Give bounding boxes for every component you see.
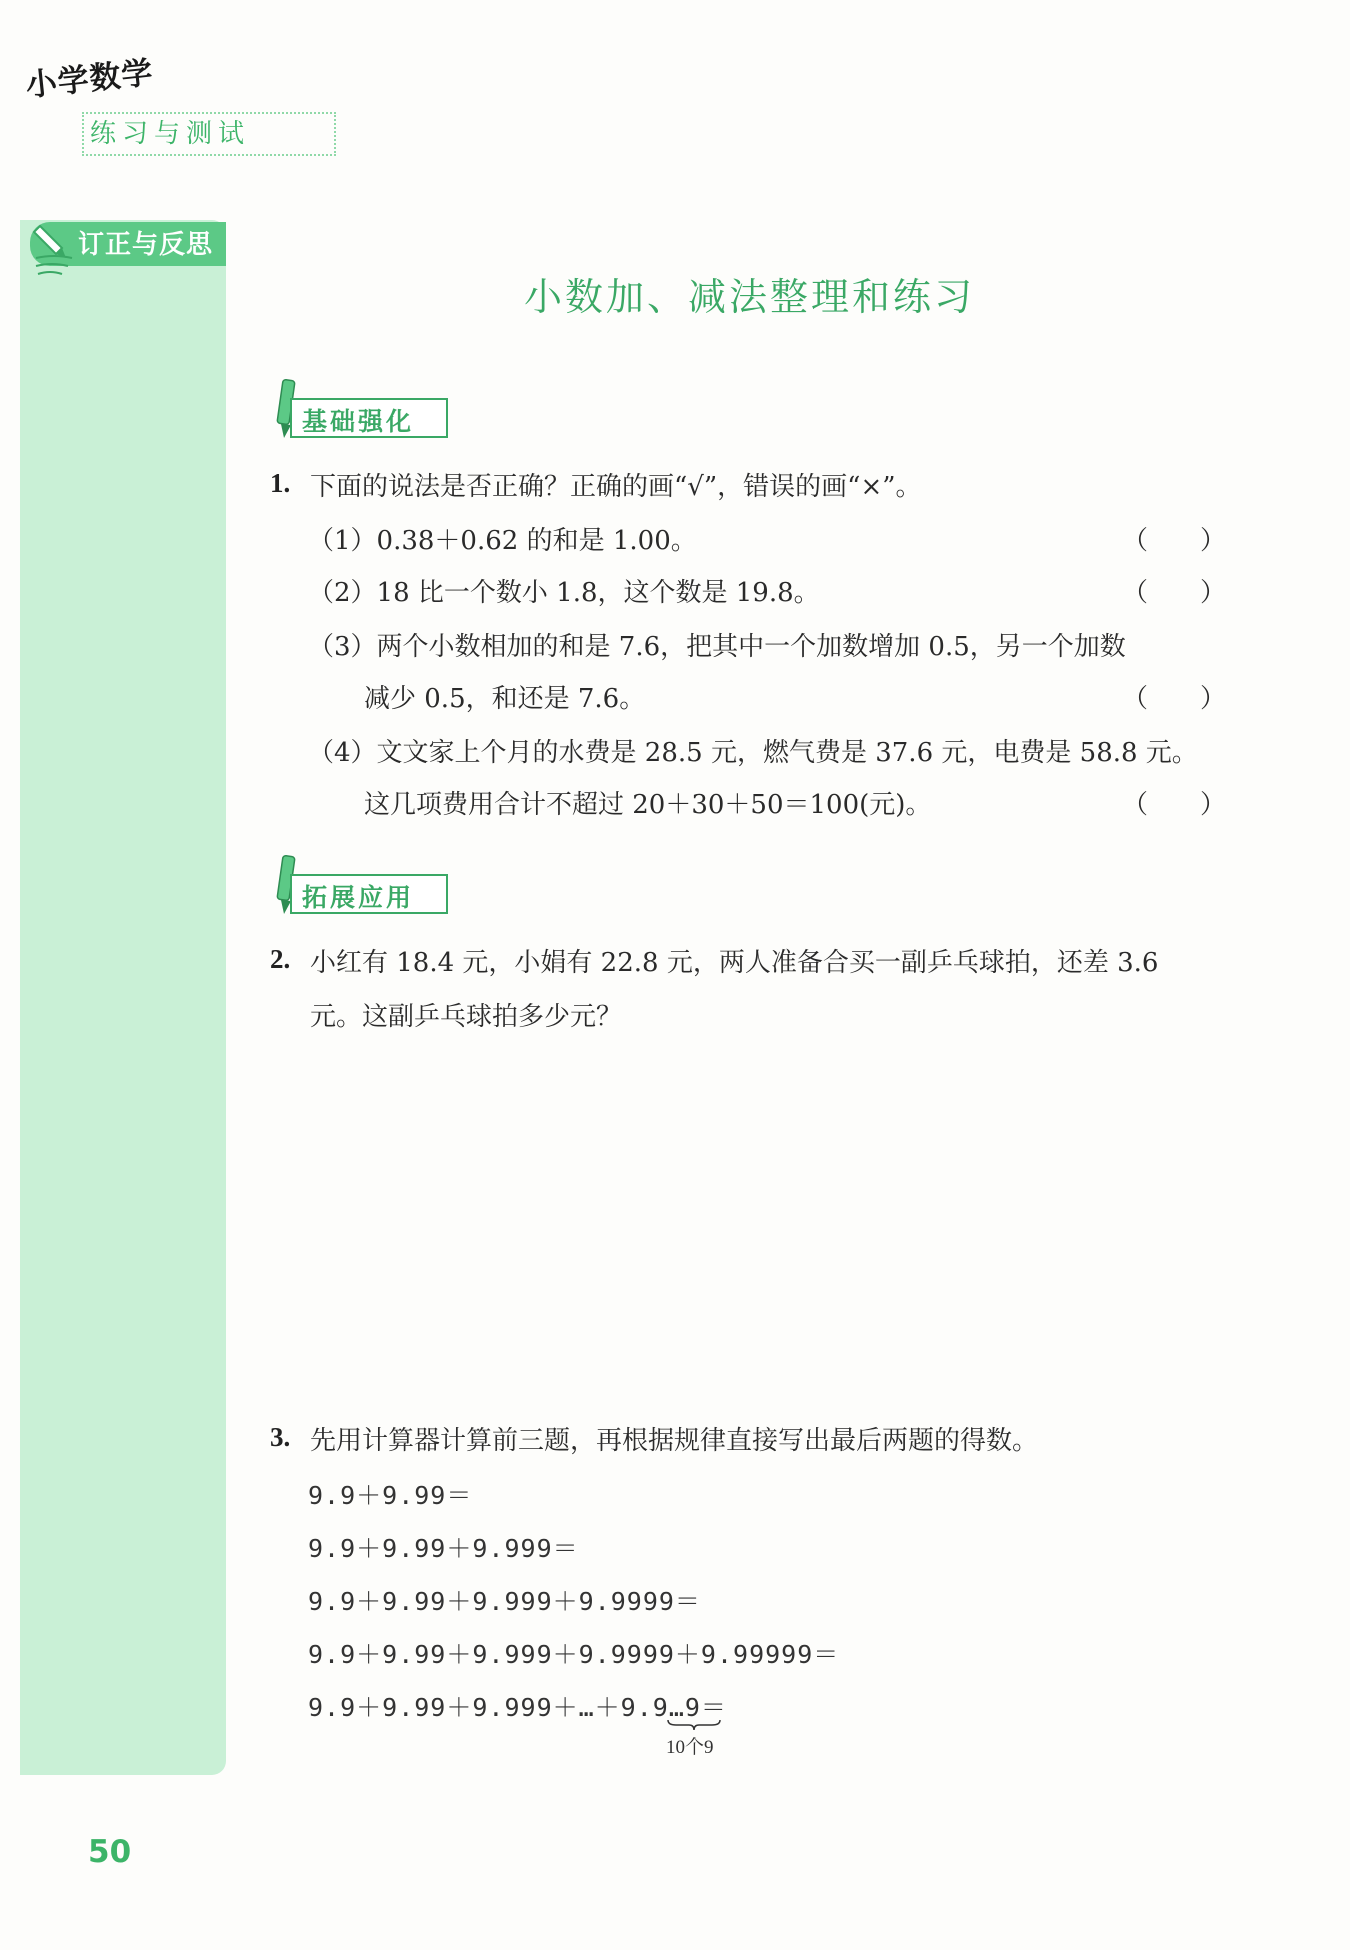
answer-area[interactable] bbox=[310, 1050, 1210, 1380]
statement-2: （2）18 比一个数小 1.8，这个数是 19.8。 bbox=[308, 578, 820, 608]
statement-4: （4）文文家上个月的水费是 28.5 元，燃气费是 37.6 元，电费是 58.8 元。 bbox=[308, 738, 1198, 768]
sidebar-label: 订正与反思 bbox=[78, 230, 214, 260]
book-title: 小学数学 bbox=[24, 54, 156, 105]
pencil-icon bbox=[32, 212, 82, 282]
question-prompt: 下面的说法是否正确？正确的画“√”，错误的画“×”。 bbox=[310, 472, 922, 502]
statement-4-continued: 这几项费用合计不超过 20＋30＋50＝100(元)。 bbox=[364, 790, 932, 820]
question-2-text: 小红有 18.4 元，小娟有 22.8 元，两人准备合买一副乒乓球拍，还差 3.6 bbox=[310, 948, 1159, 978]
statement-3: （3）两个小数相加的和是 7.6，把其中一个加数增加 0.5，另一个加数 bbox=[308, 632, 1126, 662]
answer-blank-2[interactable]: （ ） bbox=[1122, 578, 1227, 608]
equation-5: 9.9＋9.99＋9.999＋…＋9.9…9＝ bbox=[308, 1693, 727, 1722]
question-number: 1. bbox=[270, 468, 291, 498]
book-subtitle: 练习与测试 bbox=[90, 119, 251, 149]
answer-blank-4[interactable]: （ ） bbox=[1122, 790, 1227, 820]
page-number: 50 bbox=[88, 1834, 132, 1870]
equation-2: 9.9＋9.99＋9.999＝ bbox=[308, 1534, 579, 1563]
answer-blank-1[interactable]: （ ） bbox=[1122, 526, 1227, 556]
answer-blank-3[interactable]: （ ） bbox=[1122, 684, 1227, 714]
page-title: 小数加、减法整理和练习 bbox=[524, 275, 976, 319]
equation-3: 9.9＋9.99＋9.999＋9.9999＝ bbox=[308, 1587, 701, 1616]
correction-sidebar bbox=[20, 220, 226, 1775]
equation-4: 9.9＋9.99＋9.999＋9.9999＋9.99999＝ bbox=[308, 1640, 840, 1669]
statement-3-continued: 减少 0.5，和还是 7.6。 bbox=[364, 684, 646, 714]
equation-1: 9.9＋9.99＝ bbox=[308, 1481, 473, 1510]
statement-1: （1）0.38＋0.62 的和是 1.00。 bbox=[308, 526, 697, 556]
question-3-prompt: 先用计算器计算前三题，再根据规律直接写出最后两题的得数。 bbox=[310, 1426, 1039, 1456]
section-label-extended: 拓展应用 bbox=[302, 883, 415, 912]
question-number: 3. bbox=[270, 1422, 291, 1452]
question-number: 2. bbox=[270, 944, 291, 974]
underbrace-icon bbox=[666, 1718, 722, 1732]
question-2-text-continued: 元。这副乒乓球拍多少元？ bbox=[310, 1002, 623, 1032]
brace-note: 10个9 bbox=[666, 1737, 714, 1758]
section-label-basic: 基础强化 bbox=[302, 407, 415, 436]
